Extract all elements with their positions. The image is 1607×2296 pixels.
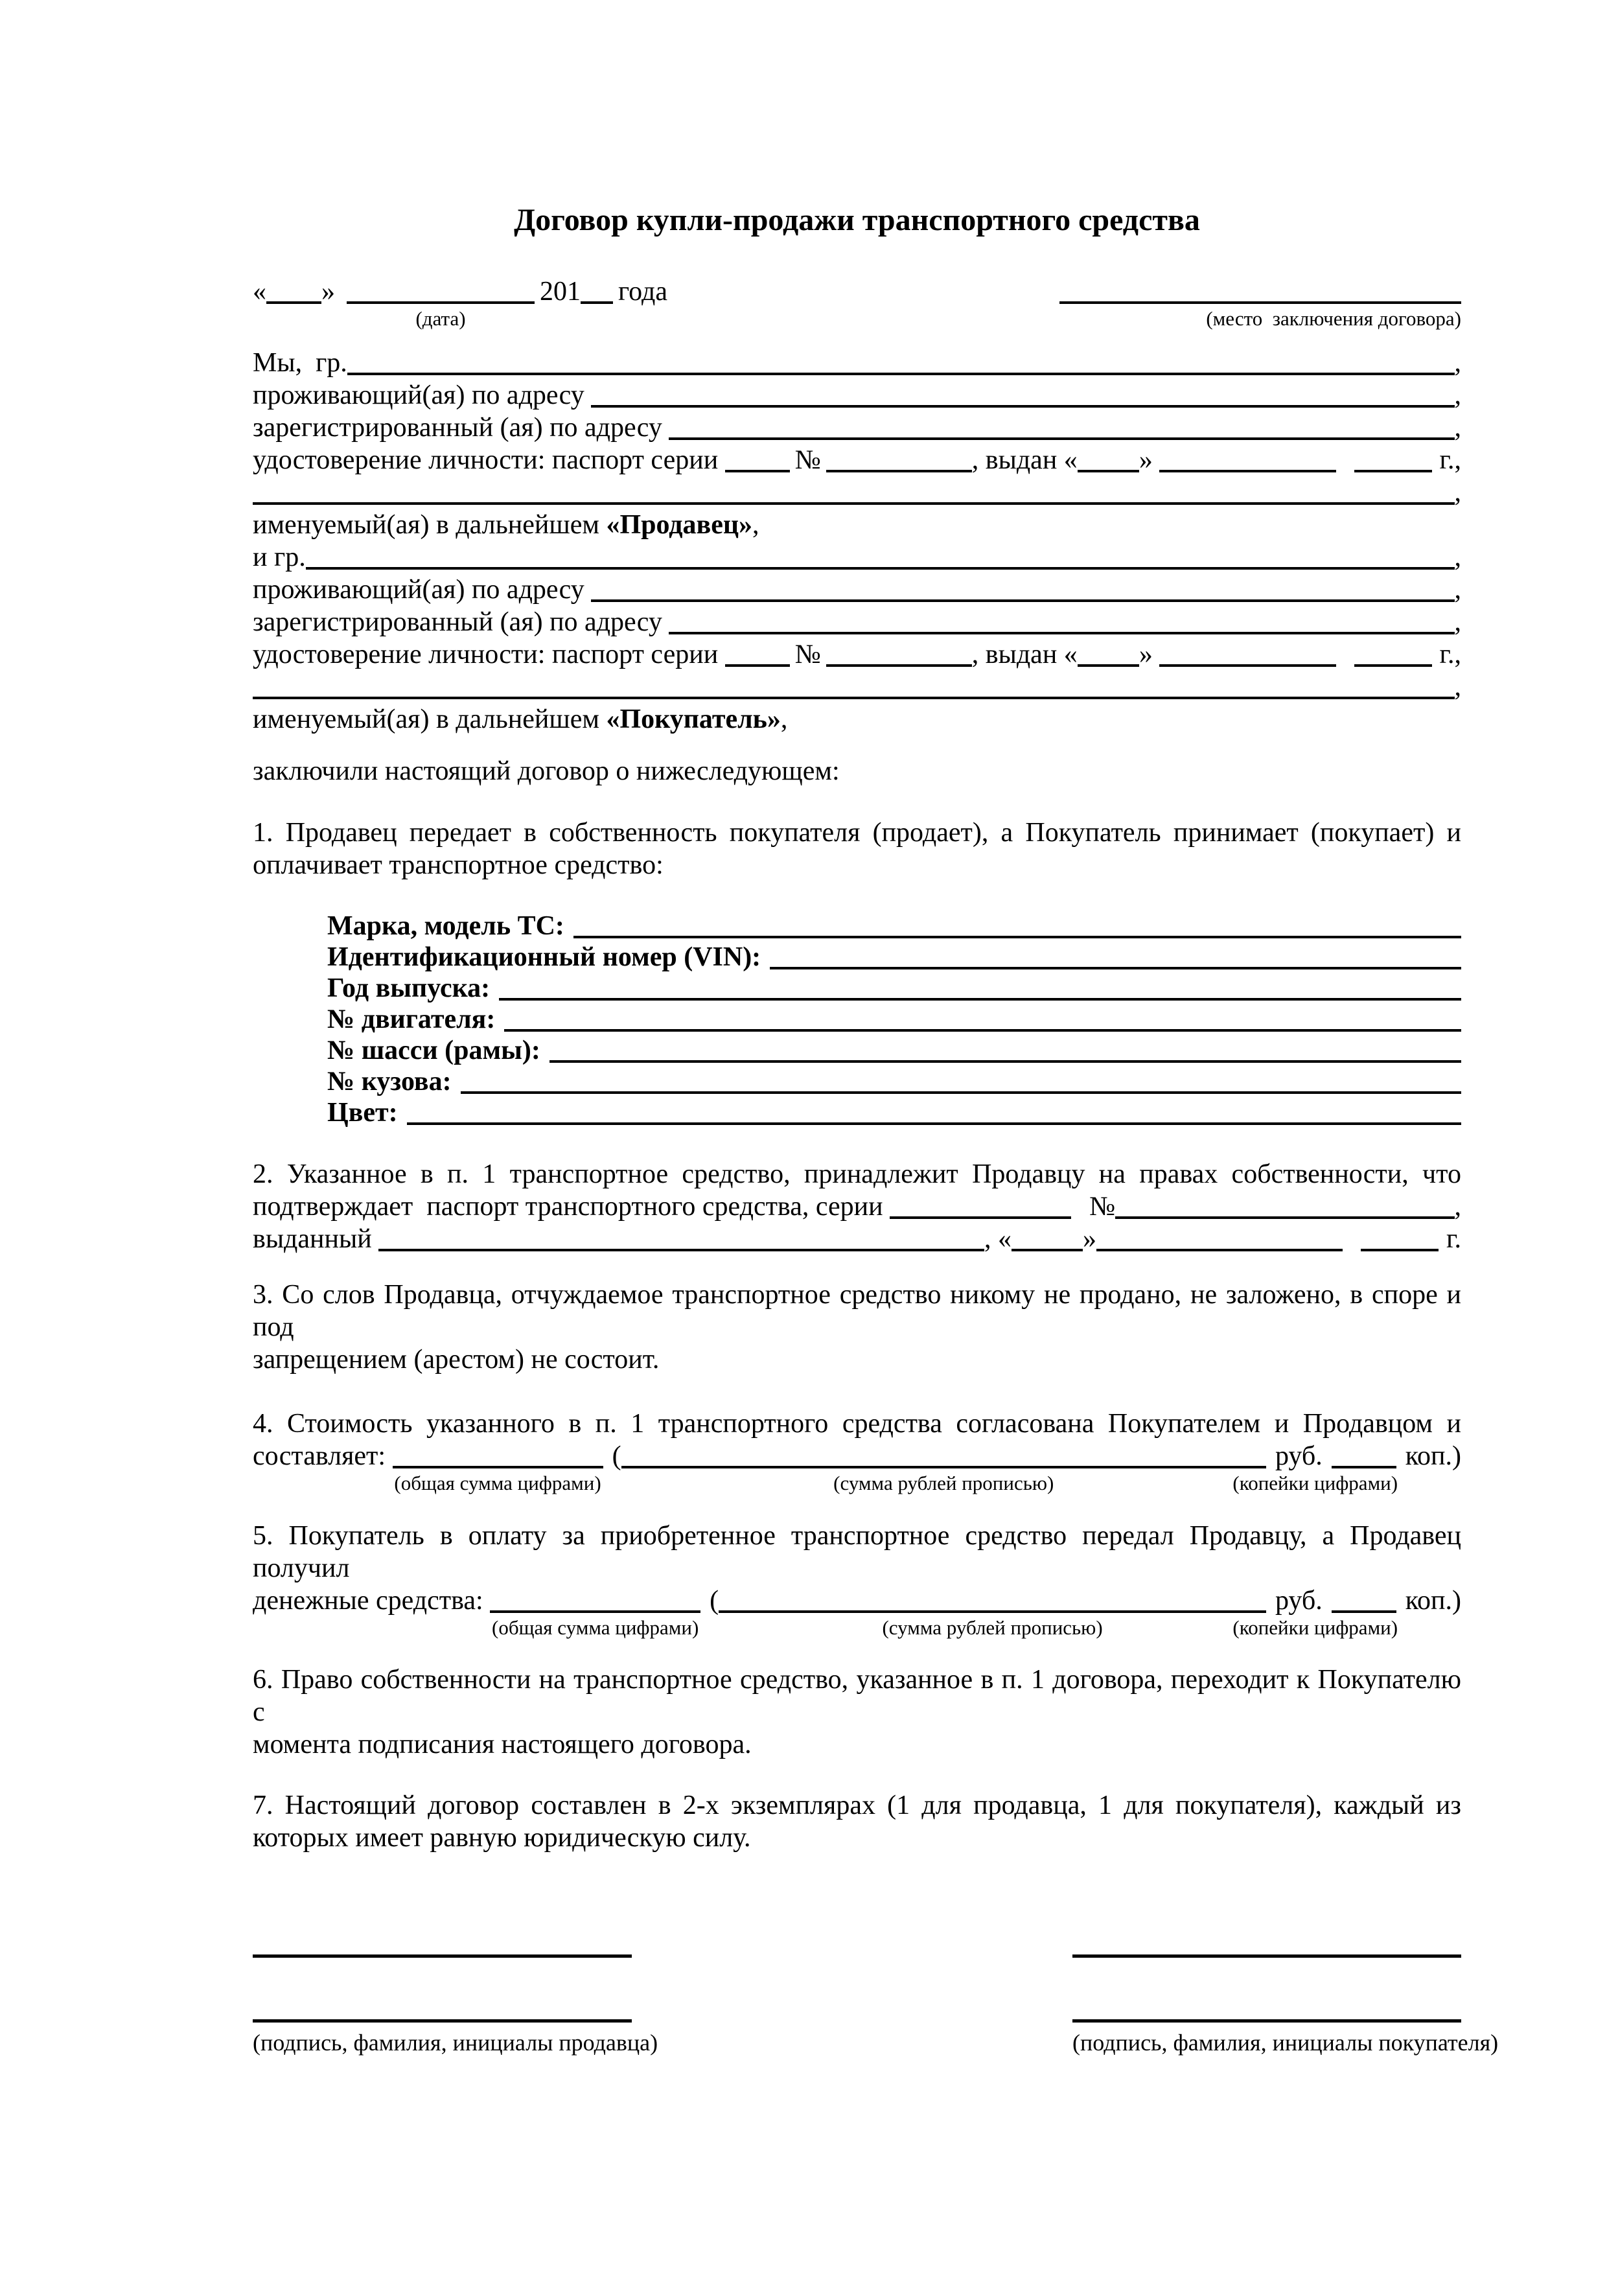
buyer-name-row — [253, 541, 1461, 574]
comma: , — [1454, 672, 1461, 702]
clause-3 — [253, 1279, 1461, 1376]
clause-2-pts-label: подтверждает паспорт транспортного средства, серии — [253, 1192, 890, 1222]
vehicle-year-blank — [499, 998, 1461, 1001]
clause-4-sum-digits-blank — [393, 1466, 603, 1494]
comma: , — [1454, 542, 1461, 572]
date-place-row — [253, 275, 1461, 330]
vehicle-chassis-row — [327, 1035, 1461, 1066]
buyer-identity-label: удостоверение личности: паспорт серии — [253, 640, 725, 669]
buyer-signature-column — [1072, 1954, 1499, 2056]
seller-extra-row — [253, 476, 1461, 509]
clause-5-amount-line — [253, 1584, 1461, 1639]
comma: , — [1454, 380, 1461, 410]
day-quote-open: « — [253, 277, 266, 307]
comma: , — [1454, 575, 1461, 605]
seller-signature-column — [253, 1954, 658, 2056]
sum-digits-caption: (общая сумма цифрами) — [394, 1472, 601, 1494]
clause-7-line-1: 7. Настоящий договор составлен в 2-х экземплярах (1 для продавца, 1 для покупателя), каждый из — [253, 1791, 1461, 1820]
clause-4-amount-line — [253, 1440, 1461, 1494]
seller-passport-number-blank — [826, 470, 972, 472]
clause-1-line-1: 1. Продавец передает в собственность покупателя (продает), а Покупатель принимает (покупает) и — [253, 818, 1461, 848]
buyer-registered-label: зарегистрированный (ая) по адресу — [253, 607, 669, 637]
comma: , — [1454, 348, 1461, 378]
date-blank — [347, 301, 535, 330]
seller-signature-caption: (подпись, фамилия, инициалы продавца) — [253, 2030, 658, 2056]
seller-named-row — [253, 509, 1461, 541]
vehicle-body-blank — [461, 1091, 1461, 1094]
clause-7-line-2: которых имеет равную юридическую силу. — [253, 1823, 751, 1853]
seller-extra-blank — [253, 502, 1455, 505]
buyer-issue-day-blank — [1078, 664, 1139, 667]
year-prefix: 201 — [540, 277, 581, 307]
clause-2-line-3 — [253, 1223, 1461, 1255]
clause-2 — [253, 1158, 1461, 1255]
clause-5 — [253, 1520, 1461, 1639]
clause-4-line-1: 4. Стоимость указанного в п. 1 транспортного средства согласована Покупателем и Продавцом и — [253, 1409, 1461, 1439]
clause-6 — [253, 1664, 1461, 1761]
buyer-residing-blank — [591, 599, 1454, 602]
number-sign: № — [794, 640, 821, 669]
buyer-role-label: «Покупатель» — [606, 704, 781, 734]
sum-words-caption: (сумма рублей прописью) — [833, 1472, 1054, 1494]
vehicle-details-block — [253, 910, 1461, 1128]
number-sign: № — [794, 445, 821, 475]
clause-4-sum-words-blank — [621, 1466, 1266, 1494]
quote-close: » — [1139, 640, 1153, 669]
clause-1 — [253, 817, 1461, 881]
clause-1-line-2: оплачивает транспортное средство: — [253, 850, 664, 880]
seller-passport-series-blank — [725, 470, 790, 472]
buyer-name-blank — [306, 567, 1455, 570]
buyer-intro-label: и гр. — [253, 542, 306, 572]
buyer-signature-caption: (подпись, фамилия, инициалы покупателя) — [1072, 2030, 1499, 2056]
comma: , — [1454, 413, 1461, 443]
pts-month-blank — [1096, 1249, 1343, 1251]
buyer-named-row — [253, 703, 1461, 736]
comma: , — [752, 510, 759, 540]
year-abbr: г., — [1439, 640, 1461, 669]
pts-year-blank — [1361, 1249, 1439, 1251]
seller-intro-label: Мы, гр. — [253, 348, 347, 378]
buyer-passport-number-blank — [826, 664, 972, 667]
day-blank — [266, 301, 321, 304]
signature-block — [253, 1954, 1499, 2056]
clause-5-amount-label: денежные средства: — [253, 1586, 491, 1616]
sum-words-caption: (сумма рублей прописью) — [882, 1616, 1103, 1639]
clause-4 — [253, 1408, 1461, 1494]
clause-3-line-2: запрещением (арестом) не состоит. — [253, 1345, 660, 1374]
buyer-signature-line-1 — [1072, 1954, 1461, 1958]
clause-5-sum-digits-blank — [490, 1610, 700, 1639]
clause-2-line-1: 2. Указанное в п. 1 транспортное средство, принадлежит Продавцу на правах собственности, что — [253, 1159, 1461, 1189]
paren-open: ( — [710, 1586, 719, 1616]
pts-day-blank — [1012, 1249, 1083, 1251]
clause-2-line-2 — [253, 1190, 1461, 1223]
vehicle-year-label: Год выпуска: — [327, 973, 491, 1003]
seller-signature-line-1 — [253, 1954, 632, 1958]
buyer-registered-blank — [669, 632, 1454, 634]
clause-4-amount-label: составляет: — [253, 1441, 393, 1471]
seller-identity-label: удостоверение личности: паспорт серии — [253, 445, 725, 475]
vehicle-body-label: № кузова: — [327, 1067, 452, 1096]
comma: , — [1454, 607, 1461, 637]
vehicle-make-row — [327, 910, 1461, 942]
seller-residing-row — [253, 379, 1461, 412]
vehicle-make-label: Марка, модель ТС: — [327, 911, 564, 941]
buyer-signature-line-2 — [1072, 2019, 1461, 2023]
comma: , — [780, 704, 788, 734]
buyer-issued-label: , выдан « — [971, 640, 1078, 669]
seller-issue-month-blank — [1159, 470, 1336, 472]
year-blank — [581, 301, 613, 304]
vehicle-engine-blank — [504, 1029, 1461, 1032]
seller-passport-row — [253, 444, 1461, 476]
number-sign: № — [1089, 1192, 1116, 1222]
seller-registered-row — [253, 412, 1461, 444]
buyer-issue-year-blank — [1354, 664, 1432, 667]
clause-4-kopecks-blank — [1232, 1466, 1398, 1494]
vehicle-year-row — [327, 973, 1461, 1004]
vehicle-body-row — [327, 1066, 1461, 1097]
pts-number-blank — [1115, 1216, 1454, 1219]
clause-5-sum-words-blank — [719, 1610, 1266, 1639]
document-title: Договор купли-продажи транспортного средства — [514, 203, 1200, 237]
buyer-issue-month-blank — [1159, 664, 1336, 667]
vehicle-vin-blank — [770, 967, 1461, 969]
seller-residing-label: проживающий(ая) по адресу — [253, 380, 592, 410]
year-abbr: г., — [1439, 445, 1461, 475]
buyer-residing-row — [253, 574, 1461, 606]
preamble-line: заключили настоящий договор о нижеследующем: — [253, 756, 840, 786]
place-blank — [1059, 301, 1461, 330]
kopecks-caption: (копейки цифрами) — [1232, 1472, 1398, 1494]
named-prefix: именуемый(ая) в дальнейшем — [253, 510, 607, 540]
vehicle-chassis-label: № шасси (рамы): — [327, 1036, 540, 1065]
clause-6-line-1: 6. Право собственности на транспортное средство, указанное в п. 1 договора, переходит к Покупателю с — [253, 1665, 1461, 1727]
year-abbr: г. — [1446, 1224, 1461, 1254]
seller-name-blank — [347, 373, 1455, 375]
clause-7 — [253, 1789, 1461, 1854]
seller-registered-label: зарегистрированный (ая) по адресу — [253, 413, 669, 443]
place-caption: (место заключения договора) — [1206, 307, 1461, 330]
rub-label: руб. — [1275, 1586, 1323, 1616]
seller-residing-blank — [591, 405, 1454, 408]
vehicle-color-label: Цвет: — [327, 1098, 398, 1128]
seller-issue-day-blank — [1078, 470, 1139, 472]
paren-open: ( — [612, 1441, 621, 1471]
buyer-passport-series-blank — [725, 664, 790, 667]
buyer-extra-row — [253, 671, 1461, 703]
seller-name-row — [253, 347, 1461, 379]
quote-close: » — [1139, 445, 1153, 475]
clause-5-line-1: 5. Покупатель в оплату за приобретенное транспортное средство передал Продавцу, а Продавец получил — [253, 1521, 1461, 1583]
vehicle-color-blank — [407, 1122, 1461, 1125]
day-quote-close: » — [321, 277, 335, 307]
buyer-extra-blank — [253, 697, 1455, 699]
seller-issue-year-blank — [1354, 470, 1432, 472]
comma: , — [1454, 478, 1461, 507]
seller-registered-blank — [669, 437, 1454, 440]
kop-label: коп.) — [1405, 1586, 1461, 1616]
date-caption: (дата) — [415, 307, 466, 330]
vehicle-chassis-blank — [549, 1060, 1461, 1063]
rub-label: руб. — [1275, 1441, 1323, 1471]
seller-signature-line-2 — [253, 2019, 632, 2023]
vehicle-make-blank — [573, 936, 1461, 938]
kop-label: коп.) — [1405, 1441, 1461, 1471]
comma: , — [1454, 1192, 1461, 1222]
buyer-registered-row — [253, 606, 1461, 638]
clause-3-line-1: 3. Со слов Продавца, отчуждаемое транспортное средство никому не продано, не заложено, в споре и под — [253, 1280, 1461, 1342]
vehicle-vin-row — [327, 942, 1461, 973]
pts-issued-label: выданный — [253, 1224, 379, 1254]
pts-series-blank — [890, 1216, 1071, 1219]
year-word: года — [618, 277, 667, 307]
sum-digits-caption: (общая сумма цифрами) — [492, 1616, 699, 1639]
pts-day-quote-open: , « — [984, 1224, 1012, 1254]
kopecks-caption: (копейки цифрами) — [1232, 1616, 1398, 1639]
buyer-residing-label: проживающий(ая) по адресу — [253, 575, 592, 605]
seller-issued-label: , выдан « — [971, 445, 1078, 475]
pts-day-quote-close: » — [1083, 1224, 1096, 1254]
buyer-passport-row — [253, 638, 1461, 671]
vehicle-vin-label: Идентификационный номер (VIN): — [327, 942, 761, 972]
clause-5-kopecks-blank — [1232, 1610, 1398, 1639]
seller-role-label: «Продавец» — [606, 510, 753, 540]
vehicle-color-row — [327, 1097, 1461, 1128]
pts-issuer-blank — [378, 1249, 984, 1251]
vehicle-engine-row — [327, 1004, 1461, 1035]
clause-6-line-2: момента подписания настоящего договора. — [253, 1730, 752, 1759]
vehicle-engine-label: № двигателя: — [327, 1004, 496, 1034]
named-prefix: именуемый(ая) в дальнейшем — [253, 704, 607, 734]
